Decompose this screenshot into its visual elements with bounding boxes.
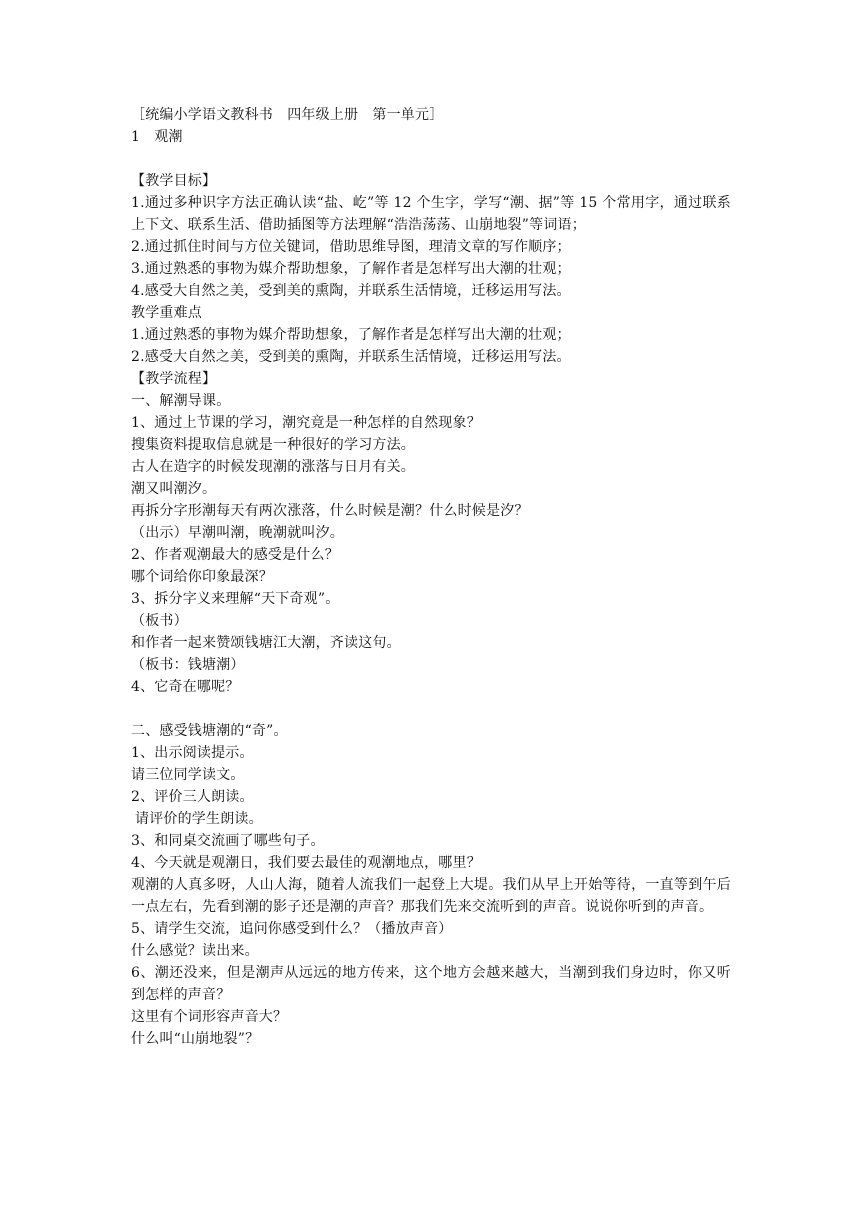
process-line: 和作者一起来赞颂钱塘江大潮，齐读这句。 [131, 635, 401, 651]
process-line: （出示）早潮叫潮，晚潮就叫汐。 [131, 525, 344, 541]
objective-item: 1.通过多种识字方法正确认读“盐、屹”等 12 个生字，学写“潮、据”等 15 个常用字，通过联系上下文、联系生活、借助插图等方法理解“浩浩荡荡、山崩地裂”等词语； [131, 195, 731, 233]
process-heading: 【教学流程】 [131, 371, 217, 387]
objective-item: 2.通过抓住时间与方位关键词，借助思维导图，理清文章的写作顺序； [131, 239, 571, 255]
process-line: （板书） [131, 613, 188, 629]
process-line: 这里有个词形容声音大？ [131, 1009, 288, 1025]
process-line: 2、评价三人朗读。 [131, 789, 254, 805]
series-header: ［统编小学语文教科书 四年级上册 第一单元］ [131, 107, 444, 123]
objectives-heading: 【教学目标】 [131, 173, 217, 189]
process-line: 3、拆分字义来理解“天下奇观”。 [131, 591, 340, 607]
lesson-title: 1 观潮 [131, 129, 183, 145]
document-page [131, 104, 731, 1050]
process-line: 再拆分字形潮每天有两次涨落，什么时候是潮？什么时候是汐？ [131, 503, 529, 519]
objective-item: 3.通过熟悉的事物为媒介帮助想象，了解作者是怎样写出大潮的壮观； [131, 261, 571, 277]
process-line: （板书：钱塘潮） [131, 657, 245, 673]
process-line: 潮又叫潮汐。 [131, 481, 217, 497]
section-title: 一、解潮导课。 [131, 393, 231, 409]
spacer [131, 698, 731, 720]
process-line: 1、通过上节课的学习，潮究竟是一种怎样的自然现象？ [131, 415, 481, 431]
process-line: 哪个词给你印象最深？ [131, 569, 273, 585]
process-line: 5、请学生交流，追问你感受到什么？（播放声音） [131, 921, 453, 937]
objective-item: 4.感受大自然之美，受到美的熏陶，并联系生活情境，迁移运用写法。 [131, 283, 571, 299]
key-points-heading: 教学重难点 [131, 305, 202, 321]
process-line: 4、它奇在哪呢？ [131, 679, 240, 695]
section-title: 二、感受钱塘潮的“奇”。 [131, 723, 288, 739]
process-line: 什么感觉？读出来。 [131, 943, 259, 959]
process-line: 古人在造字的时候发现潮的涨落与日月有关。 [131, 459, 415, 475]
process-line: 请评价的学生朗读。 [135, 811, 263, 827]
process-paragraph: 6、潮还没来，但是潮声从远远的地方传来，这个地方会越来越大，当潮到我们身边时，你又听到怎样的声音？ [131, 965, 731, 1003]
process-line: 2、作者观潮最大的感受是什么？ [131, 547, 339, 563]
process-line: 搜集资料提取信息就是一种很好的学习方法。 [131, 437, 415, 453]
key-point-item: 2.感受大自然之美，受到美的熏陶，并联系生活情境，迁移运用写法。 [131, 349, 571, 365]
process-line: 3、和同桌交流画了哪些句子。 [131, 833, 325, 849]
process-paragraph: 观潮的人真多呀，人山人海，随着人流我们一起登上大堤。我们从早上开始等待，一直等到午后一点左右，先看到潮的影子还是潮的声音？那我们先来交流听到的声音。说说你听到的声音。 [131, 877, 731, 915]
process-line: 4、今天就是观潮日，我们要去最佳的观潮地点，哪里？ [131, 855, 481, 871]
process-line: 什么叫“山崩地裂”？ [131, 1031, 260, 1047]
process-line: 1、出示阅读提示。 [131, 745, 254, 761]
spacer [131, 148, 731, 170]
process-line: 请三位同学读文。 [131, 767, 245, 783]
key-point-item: 1.通过熟悉的事物为媒介帮助想象，了解作者是怎样写出大潮的壮观； [131, 327, 571, 343]
